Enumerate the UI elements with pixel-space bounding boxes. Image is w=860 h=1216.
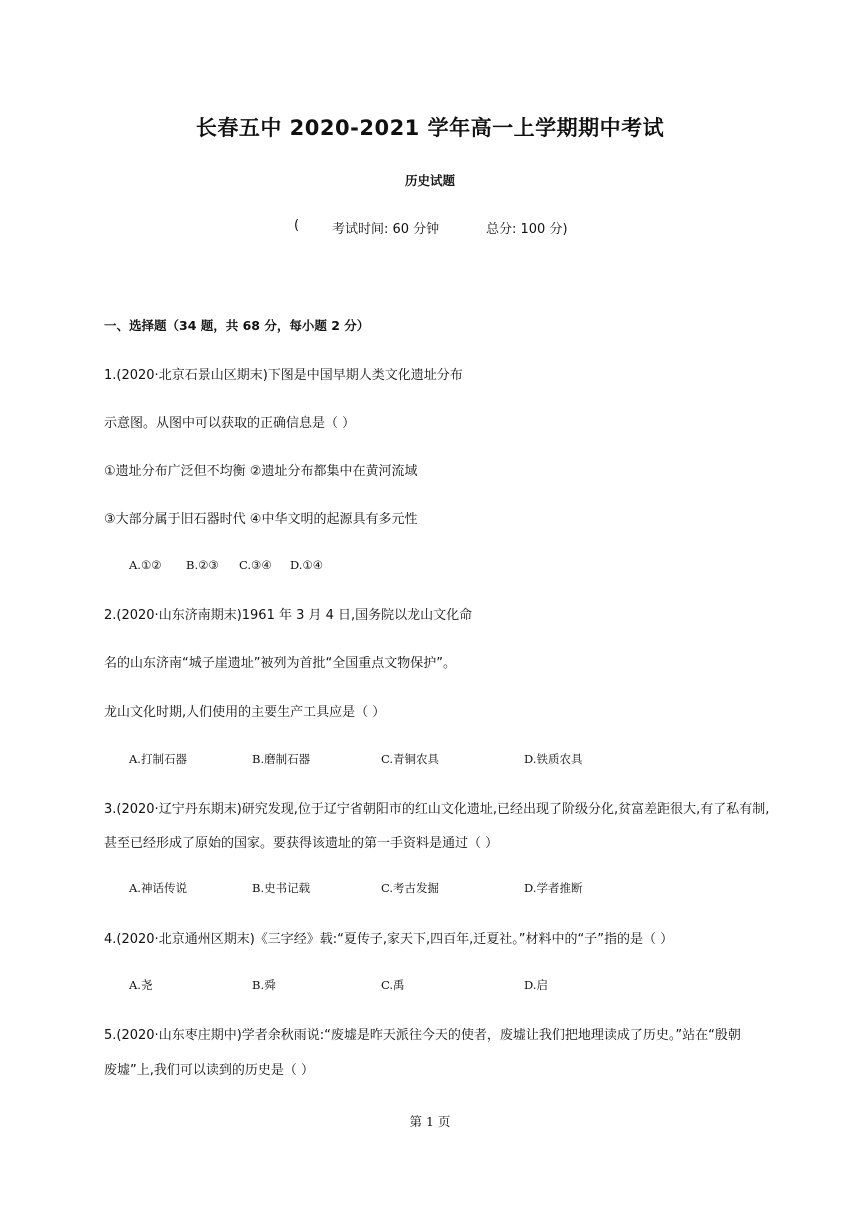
document-subtitle: 历史试题: [404, 173, 455, 188]
question-1-option-d: D.①④: [290, 558, 324, 572]
question-2-line-1: 2.(2020·山东济南期末)1961 年 3 月 4 日,国务院以龙山文化命: [104, 608, 473, 623]
question-1-line-2: 示意图。从图中可以获取的正确信息是（ ）: [104, 416, 356, 431]
question-2-line-2: 名的山东济南“城子崖遗址”被列为首批“全国重点文物保护”。: [104, 656, 456, 671]
question-3-option-a: A.神话传说: [129, 881, 187, 895]
exam-time: 考试时间: 60 分钟: [332, 222, 440, 237]
document-title: 长春五中 2020-2021 学年高一上学期期中考试: [195, 116, 665, 140]
question-2-option-a: A.打制石器: [129, 752, 187, 766]
question-5-line-2: 废墟”上,我们可以读到的历史是（ ）: [104, 1063, 314, 1078]
question-2-option-c: C.青铜农具: [381, 752, 440, 766]
question-1-line-4: ③大部分属于旧石器时代 ④中华文明的起源具有多元性: [104, 512, 418, 527]
question-4-option-b: B.舜: [252, 978, 276, 992]
question-3-option-c: C.考古发掘: [381, 881, 440, 895]
question-1-line-1: 1.(2020·北京石景山区期末)下图是中国早期人类文化遗址分布: [104, 368, 463, 383]
question-1-option-a: A.①②: [129, 558, 162, 572]
question-4-option-a: A.尧: [129, 978, 153, 992]
question-3-option-b: B.史书记载: [252, 881, 311, 895]
question-4-option-c: C.禹: [381, 978, 405, 992]
page-number: 第 1 页: [409, 1114, 451, 1129]
question-2-option-b: B.磨制石器: [252, 752, 311, 766]
section-heading: 一、选择题（34 题，共 68 分，每小题 2 分）: [104, 318, 370, 333]
question-1-line-3: ①遗址分布广泛但不均衡 ②遗址分布都集中在黄河流域: [104, 464, 418, 479]
question-3-option-d: D.学者推断: [524, 881, 583, 895]
paren-open: (: [294, 218, 300, 233]
question-5-line-1: 5.(2020·山东枣庄期中)学者余秋雨说:“废墟是昨天派往今天的使者，废墟让我们把地理读成了历史。”站在“殷朝: [104, 1028, 741, 1043]
question-1-option-c: C.③④: [239, 558, 272, 572]
question-2-line-3: 龙山文化时期,人们使用的主要生产工具应是（ ）: [104, 705, 386, 720]
question-4-line-1: 4.(2020·北京通州区期末)《三字经》载:“夏传子,家天下,四百年,迁夏社。”材料中的“子”指的是（ ）: [104, 932, 674, 947]
question-3-line-1: 3.(2020·辽宁丹东期末)研究发现,位于辽宁省朝阳市的红山文化遗址,已经出现了阶级分化,贫富差距很大,有了私有制,: [104, 802, 770, 817]
total-score: 总分: 100 分): [486, 222, 568, 237]
question-2-option-d: D.铁质农具: [524, 752, 583, 766]
question-4-option-d: D.启: [524, 978, 548, 992]
question-3-line-2: 甚至已经形成了原始的国家。要获得该遗址的第一手资料是通过（ ）: [104, 836, 499, 851]
question-1-option-b: B.②③: [186, 558, 219, 572]
